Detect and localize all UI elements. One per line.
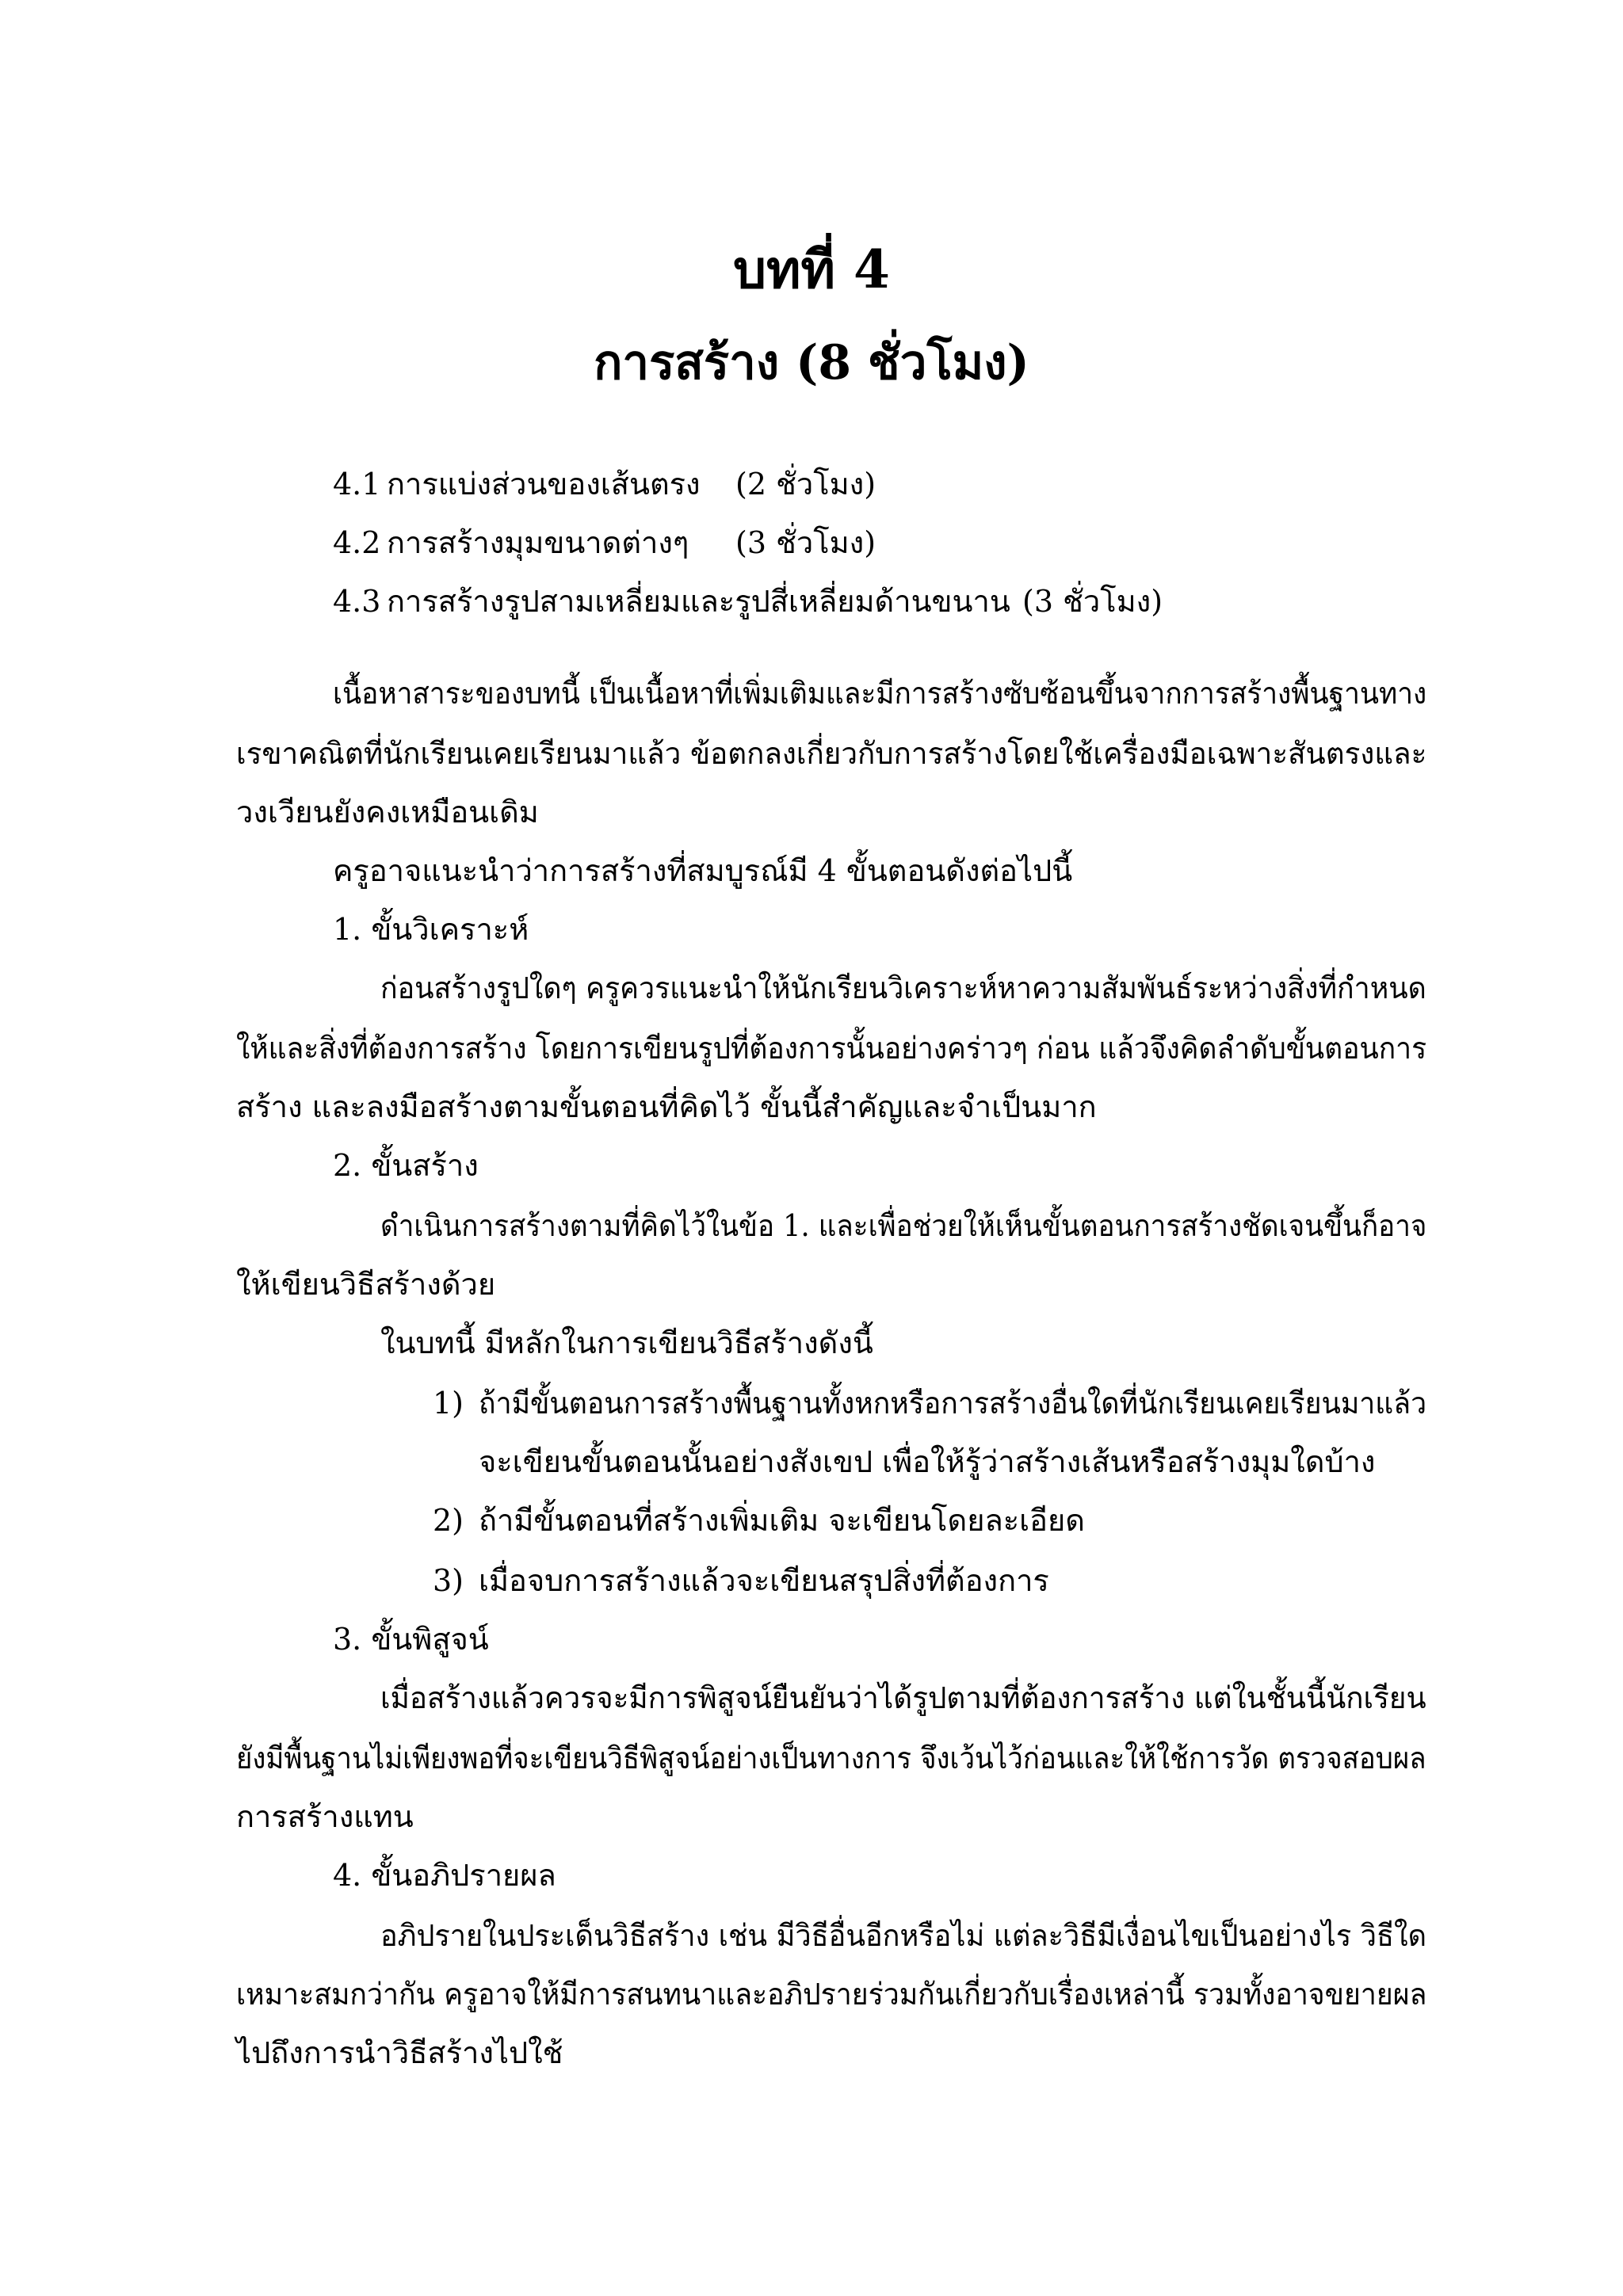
- toc-item-title: การสร้างมุมขนาดต่างๆ: [387, 525, 689, 560]
- intro-line: เนื้อหาสาระของบทนี้ เป็นเนื้อหาที่เพิ่มเติมและมีการสร้างซับซ้อนขึ้นจากการสร้างพื้นฐานทาง: [333, 676, 1427, 711]
- step-text: ให้เขียนวิธีสร้างด้วย: [236, 1267, 496, 1302]
- step-heading: 1. ขั้นวิเคราะห์: [333, 912, 529, 947]
- rule-number: 1): [433, 1386, 464, 1421]
- step-text: ก่อนสร้างรูปใดๆ ครูควรแนะนำให้นักเรียนวิเคราะห์หาความสัมพันธ์ระหว่างสิ่งที่กำหนด: [380, 971, 1426, 1005]
- toc-item-hours: (2 ชั่วโมง): [735, 467, 876, 502]
- step-text: ไปถึงการนำวิธีสร้างไปใช้: [236, 2035, 563, 2070]
- toc-item-title: การสร้างรูปสามเหลี่ยมและรูปสี่เหลี่ยมด้านขนาน: [387, 584, 1010, 619]
- rule-number: 3): [433, 1563, 464, 1598]
- step-text: ยังมีพื้นฐานไม่เพียงพอที่จะเขียนวิธีพิสูจน์อย่างเป็นทางการ จึงเว้นไว้ก่อนและให้ใช้การวัด ตรวจสอบผล: [236, 1741, 1426, 1775]
- toc-item-hours: (3 ชั่วโมง): [1022, 584, 1163, 619]
- chapter-subtitle: การสร้าง (8 ชั่วโมง): [594, 335, 1029, 391]
- intro-line: เรขาคณิตที่นักเรียนเคยเรียนมาแล้ว ข้อตกลงเกี่ยวกับการสร้างโดยใช้เครื่องมือเฉพาะสันตรงและ: [236, 736, 1427, 771]
- rule-text: ถ้ามีขั้นตอนที่สร้างเพิ่มเติม จะเขียนโดยละเอียด: [479, 1503, 1085, 1538]
- step-text: ดำเนินการสร้างตามที่คิดไว้ในข้อ 1. และเพื่อช่วยให้เห็นขั้นตอนการสร้างชัดเจนขึ้นก็อาจ: [380, 1208, 1427, 1243]
- chapter-title: บทที่ 4: [733, 238, 890, 300]
- rule-text: จะเขียนขั้นตอนนั้นอย่างสังเขป เพื่อให้รู้ว่าสร้างเส้นหรือสร้างมุมใดบ้าง: [479, 1444, 1376, 1479]
- rule-number: 2): [433, 1503, 464, 1538]
- step-text: ในบทนี้ มีหลักในการเขียนวิธีสร้างดังนี้: [380, 1325, 873, 1360]
- step-heading: 3. ขั้นพิสูจน์: [333, 1622, 489, 1657]
- rule-text: ถ้ามีขั้นตอนการสร้างพื้นฐานทั้งหกหรือการสร้างอื่นใดที่นักเรียนเคยเรียนมาแล้ว: [479, 1386, 1427, 1421]
- step-text: อภิปรายในประเด็นวิธีสร้าง เช่น มีวิธีอื่นอีกหรือไม่ แต่ละวิธีมีเงื่อนไขเป็นอย่างไร วิธีใด: [380, 1918, 1427, 1953]
- intro-line: วงเวียนยังคงเหมือนเดิม: [236, 795, 539, 830]
- toc-item-number: 4.2: [333, 525, 381, 560]
- step-text: สร้าง และลงมือสร้างตามขั้นตอนที่คิดไว้ ขั้นนี้สำคัญและจำเป็นมาก: [236, 1089, 1097, 1124]
- toc-item-title: การแบ่งส่วนของเส้นตรง: [387, 467, 701, 502]
- rule-text: เมื่อจบการสร้างแล้วจะเขียนสรุปสิ่งที่ต้องการ: [479, 1563, 1049, 1598]
- toc-item-hours: (3 ชั่วโมง): [735, 525, 876, 560]
- toc-item-number: 4.3: [333, 584, 381, 619]
- step-text: เมื่อสร้างแล้วควรจะมีการพิสูจน์ยืนยันว่าได้รูปตามที่ต้องการสร้าง แต่ในชั้นนี้นักเรียน: [380, 1680, 1426, 1715]
- intro-line: ครูอาจแนะนำว่าการสร้างที่สมบูรณ์มี 4 ขั้นตอนดังต่อไปนี้: [333, 853, 1073, 888]
- step-heading: 2. ขั้นสร้าง: [333, 1148, 479, 1183]
- step-text: เหมาะสมกว่ากัน ครูอาจให้มีการสนทนาและอภิปรายร่วมกันเกี่ยวกับเรื่องเหล่านี้ รวมทั้งอาจขยายผล: [236, 1977, 1427, 2012]
- step-text: การสร้างแทน: [236, 1799, 414, 1834]
- step-text: ให้และสิ่งที่ต้องการสร้าง โดยการเขียนรูปที่ต้องการนั้นอย่างคร่าวๆ ก่อน แล้วจึงคิดลำดับขั้นตอนการ: [236, 1031, 1427, 1066]
- toc-item-number: 4.1: [333, 467, 381, 502]
- step-heading: 4. ขั้นอภิปรายผล: [333, 1858, 556, 1893]
